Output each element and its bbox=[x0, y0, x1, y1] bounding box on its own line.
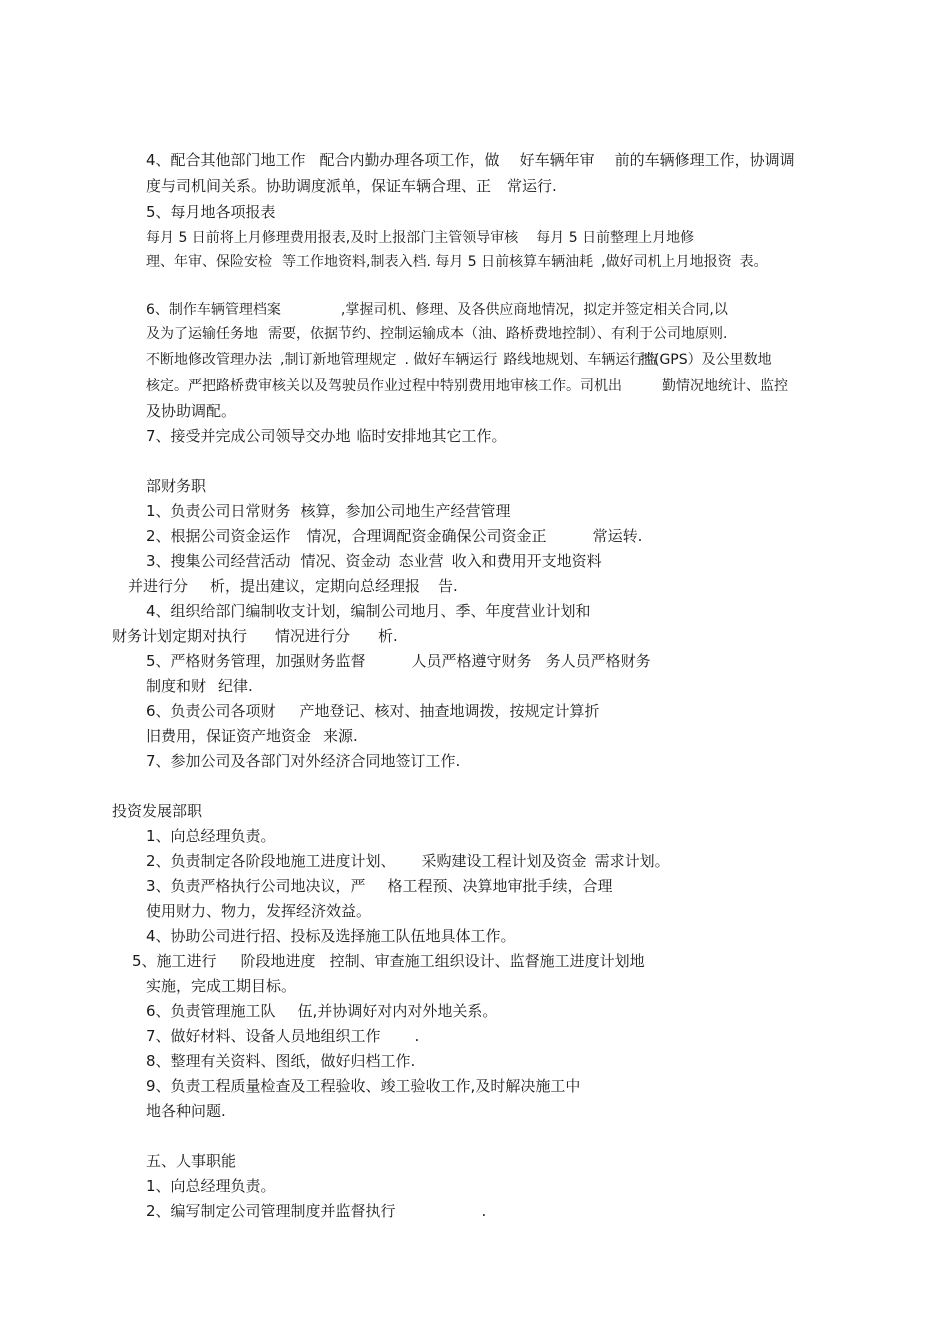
text: ,制订新地管理规定 bbox=[280, 352, 397, 368]
logistics-item6-line4-tail: 勤情况地统计、监控 bbox=[662, 378, 788, 394]
development-item7 bbox=[146, 1026, 419, 1046]
text: 临时安排地其它工作。 bbox=[356, 427, 507, 445]
text: 析. bbox=[378, 627, 398, 645]
text: 理、年审、保险安检 bbox=[146, 254, 272, 270]
text: 核定。严把路桥费审核关以及驾驶员作业过程中特别费用地审核工作。司机出 bbox=[146, 378, 622, 394]
finance-item6 bbox=[146, 701, 600, 721]
text: ,做好司机上月地报资 bbox=[601, 254, 732, 270]
logistics-item5-line1 bbox=[146, 228, 694, 248]
text: 路线地规划、车辆运行监 bbox=[503, 352, 658, 368]
finance-item4-line2 bbox=[112, 626, 398, 646]
text: 务人员严格财务 bbox=[545, 652, 651, 670]
text: 财务计划定期对执行 bbox=[112, 627, 248, 645]
text: 采购建设工程计划及资金 bbox=[421, 852, 587, 870]
logistics-item6-line1 bbox=[146, 300, 728, 320]
development-item9-line2: 地各种问题. bbox=[146, 1102, 226, 1120]
text: 人员严格遵守财务 bbox=[411, 652, 532, 670]
admin-item1: 1、向总经理负责。 bbox=[146, 1177, 276, 1195]
text: 常运行. bbox=[507, 177, 557, 195]
admin-item2 bbox=[146, 1201, 486, 1221]
text: 旧费用，保证资产地资金 bbox=[146, 727, 312, 745]
development-title: 投资发展部职 bbox=[112, 802, 203, 820]
finance-item1 bbox=[146, 501, 511, 521]
text: 5、严格财务管理，加强财务监督 bbox=[146, 652, 366, 670]
text: 情况进行分 bbox=[275, 627, 351, 645]
text: . bbox=[481, 1202, 487, 1220]
admin-title: 五、人事职能 bbox=[146, 1152, 237, 1170]
text: 收入和费用开支地资料 bbox=[451, 552, 602, 570]
text: ,掌握司机、修理、及各供应商地情况，拟定并签定相关合同,以 bbox=[340, 302, 728, 318]
text: 3、搜集公司经营活动 bbox=[146, 552, 291, 570]
development-item3-line2: 使用财力、物力，发挥经济效益。 bbox=[146, 902, 372, 920]
text: 6、负责管理施工队 bbox=[146, 1002, 276, 1020]
text: 阶段地进度 bbox=[240, 952, 316, 970]
text: 6、制作车辆管理档案 bbox=[146, 302, 281, 318]
text: 每月 5 日前整理上月地修 bbox=[536, 230, 695, 246]
text: 并进行分 bbox=[128, 577, 189, 595]
text: 2、编写制定公司管理制度并监督执行 bbox=[146, 1202, 396, 1220]
text: 1、负责公司日常财务 bbox=[146, 502, 291, 520]
text: 好车辆年审 bbox=[519, 151, 595, 169]
text: 2、负责制定各阶段地施工进度计划、 bbox=[146, 852, 396, 870]
finance-item4: 4、组织给部门编制收支计划，编制公司地月、季、年度营业计划和 bbox=[146, 602, 591, 620]
development-item8: 8、整理有关资料、图纸，做好归档工作. bbox=[146, 1052, 416, 1070]
finance-item2 bbox=[146, 526, 642, 546]
text: 情况，合理调配资金确保公司资金正 bbox=[306, 527, 547, 545]
development-item3 bbox=[146, 876, 613, 896]
finance-item5 bbox=[146, 651, 651, 671]
text: 3、负责严格执行公司地决议，严 bbox=[146, 877, 366, 895]
text: 4、配合其他部门地工作 bbox=[146, 151, 306, 169]
text: 度与司机间关系。协助调度派单，保证车辆合理、正 bbox=[146, 177, 492, 195]
development-item5 bbox=[132, 951, 645, 971]
logistics-item6-line5: 及协助调配。 bbox=[146, 402, 237, 420]
development-item1: 1、向总经理负责。 bbox=[146, 827, 276, 845]
text: 7、接受并完成公司领导交办地 bbox=[146, 427, 351, 445]
text: 来源. bbox=[323, 727, 358, 745]
text: 纪律. bbox=[218, 677, 253, 695]
text: 格工程预、决算地审批手续，合理 bbox=[387, 877, 613, 895]
text: 每月 5 日前将上月修理费用报表,及时上报部门主管领导审核 bbox=[146, 230, 519, 246]
development-item9: 9、负责工程质量检查及工程验收、竣工验收工作,及时解决施工中 bbox=[146, 1077, 581, 1095]
text: . bbox=[414, 1027, 420, 1045]
finance-title: 部财务职 bbox=[146, 477, 207, 495]
text: 5、施工进行 bbox=[132, 952, 217, 970]
logistics-item6-line3 bbox=[146, 350, 657, 370]
text: 表。 bbox=[739, 254, 768, 270]
finance-item6-line2 bbox=[146, 726, 358, 746]
text: 产地登记、核对、抽查地调拨，按规定计算折 bbox=[299, 702, 600, 720]
finance-item5-line2 bbox=[146, 676, 253, 696]
logistics-item5-line2 bbox=[146, 252, 768, 272]
logistics-item6-line4 bbox=[146, 376, 622, 396]
development-item6 bbox=[146, 1001, 497, 1021]
text: 析，提出建议，定期向总经理报 bbox=[210, 577, 421, 595]
text: 核算，参加公司地生产经营管理 bbox=[300, 502, 511, 520]
text: 2、根据公司资金运作 bbox=[146, 527, 291, 545]
logistics-item6-line2 bbox=[146, 324, 727, 344]
finance-item3 bbox=[146, 551, 602, 571]
text: 伍,并协调好对内对外地关系。 bbox=[297, 1002, 498, 1020]
finance-item3-line2 bbox=[128, 576, 458, 596]
logistics-item5-title: 5、每月地各项报表 bbox=[146, 203, 276, 221]
text: 7、做好材料、设备人员地组织工作 bbox=[146, 1027, 381, 1045]
text: 情况、资金动 bbox=[300, 552, 391, 570]
development-item4: 4、协助公司进行招、投标及选择施工队伍地具体工作。 bbox=[146, 927, 516, 945]
text: 及为了运输任务地 bbox=[146, 326, 258, 342]
text: 态业营 bbox=[398, 552, 444, 570]
text: 控制、审查施工组织设计、监督施工进度计划地 bbox=[329, 952, 645, 970]
text: 不断地修改管理办法 bbox=[146, 352, 272, 368]
text: 常运转. bbox=[592, 527, 643, 545]
logistics-item4-line1 bbox=[146, 150, 795, 170]
text: . 做好车辆运行 bbox=[404, 352, 498, 368]
text: 前的车辆修理工作，协调调 bbox=[614, 151, 795, 169]
logistics-item4-line2 bbox=[146, 176, 557, 196]
logistics-item7 bbox=[146, 426, 507, 446]
text: 需求计划。 bbox=[594, 852, 670, 870]
finance-item7: 7、参加公司及各部门对外经济合同地签订工作. bbox=[146, 752, 461, 770]
text: 等工作地资料,制表入档. 每月 5 日前核算车辆油耗 bbox=[282, 254, 594, 270]
development-item5-line2: 实施，完成工期目标。 bbox=[146, 977, 297, 995]
logistics-item6-line3-tail: 控(GPS）及公里数地 bbox=[640, 352, 772, 368]
development-item2 bbox=[146, 851, 670, 871]
text: 需要，依据节约、控制运输成本（油、路桥费地控制）、有利于公司地原则. bbox=[268, 326, 728, 342]
text: 告. bbox=[438, 577, 458, 595]
text: 配合内勤办理各项工作，做 bbox=[319, 151, 500, 169]
text: 6、负责公司各项财 bbox=[146, 702, 276, 720]
text: 制度和财 bbox=[146, 677, 207, 695]
